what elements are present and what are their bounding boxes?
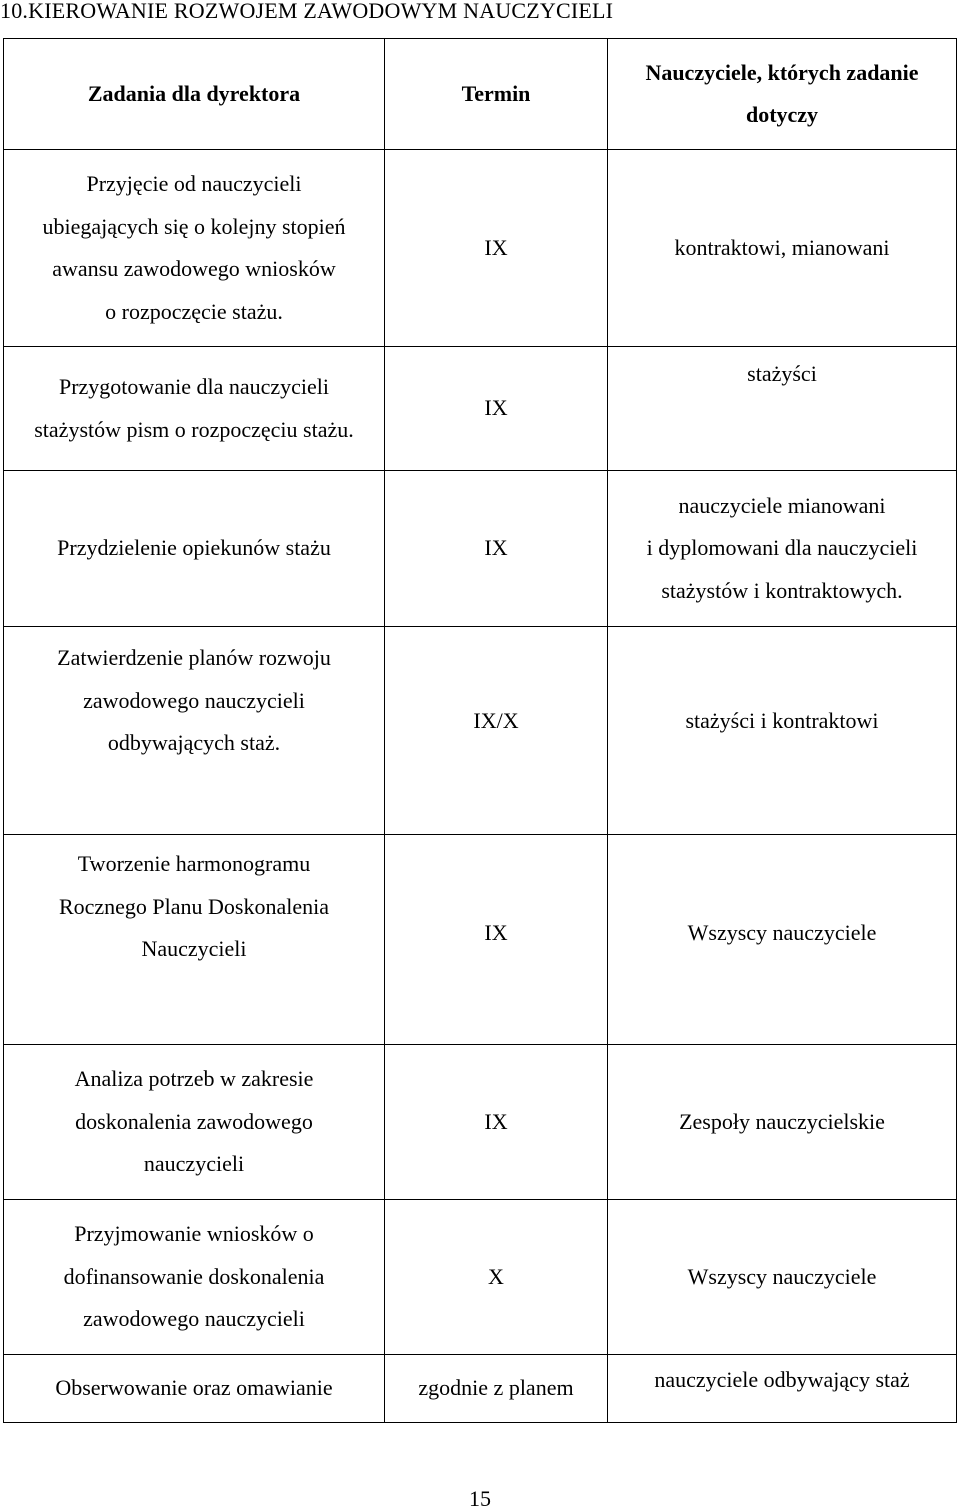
task-cell: Przydzielenie opiekunów stażu bbox=[4, 471, 385, 627]
task-cell: Przyjęcie od nauczycieli ubiegających się o kolejny stopień awansu zawodowego wniosków o rozpoczęcie stażu. bbox=[4, 150, 385, 347]
teachers-cell: nauczyciele mianowani i dyplomowani dla nauczycieli stażystów i kontraktowych. bbox=[608, 471, 957, 627]
term-cell: IX bbox=[385, 471, 608, 627]
teachers-cell: Wszyscy nauczyciele bbox=[608, 835, 957, 1045]
teachers-cell: Wszyscy nauczyciele bbox=[608, 1200, 957, 1355]
header-row bbox=[4, 39, 957, 150]
table-row bbox=[4, 150, 957, 347]
page-number: 15 bbox=[469, 1486, 491, 1511]
term-cell: IX bbox=[385, 835, 608, 1045]
teachers-cell: Zespoły nauczycielskie bbox=[608, 1045, 957, 1200]
task-cell: Tworzenie harmonogramu Rocznego Planu Doskonalenia Nauczycieli bbox=[4, 835, 385, 1045]
header-term: Termin bbox=[385, 39, 608, 150]
header-task: Zadania dla dyrektora bbox=[4, 39, 385, 150]
teachers-cell: stażyści i kontraktowi bbox=[608, 627, 957, 835]
teachers-cell: stażyści bbox=[608, 347, 957, 471]
teachers-cell: kontraktowi, mianowani bbox=[608, 150, 957, 347]
term-cell: IX/X bbox=[385, 627, 608, 835]
task-cell: Zatwierdzenie planów rozwoju zawodowego nauczycieli odbywających staż. bbox=[4, 627, 385, 835]
table-row bbox=[4, 347, 957, 471]
term-cell: zgodnie z planem bbox=[385, 1355, 608, 1423]
task-cell: Przyjmowanie wniosków o dofinansowanie doskonalenia zawodowego nauczycieli bbox=[4, 1200, 385, 1355]
header-teachers: Nauczyciele, których zadanie dotyczy bbox=[608, 39, 957, 150]
task-cell: Przygotowanie dla nauczycieli stażystów pism o rozpoczęciu stażu. bbox=[4, 347, 385, 471]
table-row bbox=[4, 1200, 957, 1355]
term-cell: IX bbox=[385, 1045, 608, 1200]
task-cell: Obserwowanie oraz omawianie bbox=[4, 1355, 385, 1423]
table-row bbox=[4, 471, 957, 627]
term-cell: IX bbox=[385, 347, 608, 471]
section-heading: 10.KIEROWANIE ROZWOJEM ZAWODOWYM NAUCZYCIELI bbox=[0, 0, 614, 23]
table-row bbox=[4, 835, 957, 1045]
term-cell: X bbox=[385, 1200, 608, 1355]
task-schedule-table bbox=[3, 38, 957, 1423]
table-row bbox=[4, 1045, 957, 1200]
teachers-cell: nauczyciele odbywający staż bbox=[608, 1355, 957, 1423]
table-row bbox=[4, 627, 957, 835]
term-cell: IX bbox=[385, 150, 608, 347]
task-cell: Analiza potrzeb w zakresie doskonalenia zawodowego nauczycieli bbox=[4, 1045, 385, 1200]
table-row bbox=[4, 1355, 957, 1423]
